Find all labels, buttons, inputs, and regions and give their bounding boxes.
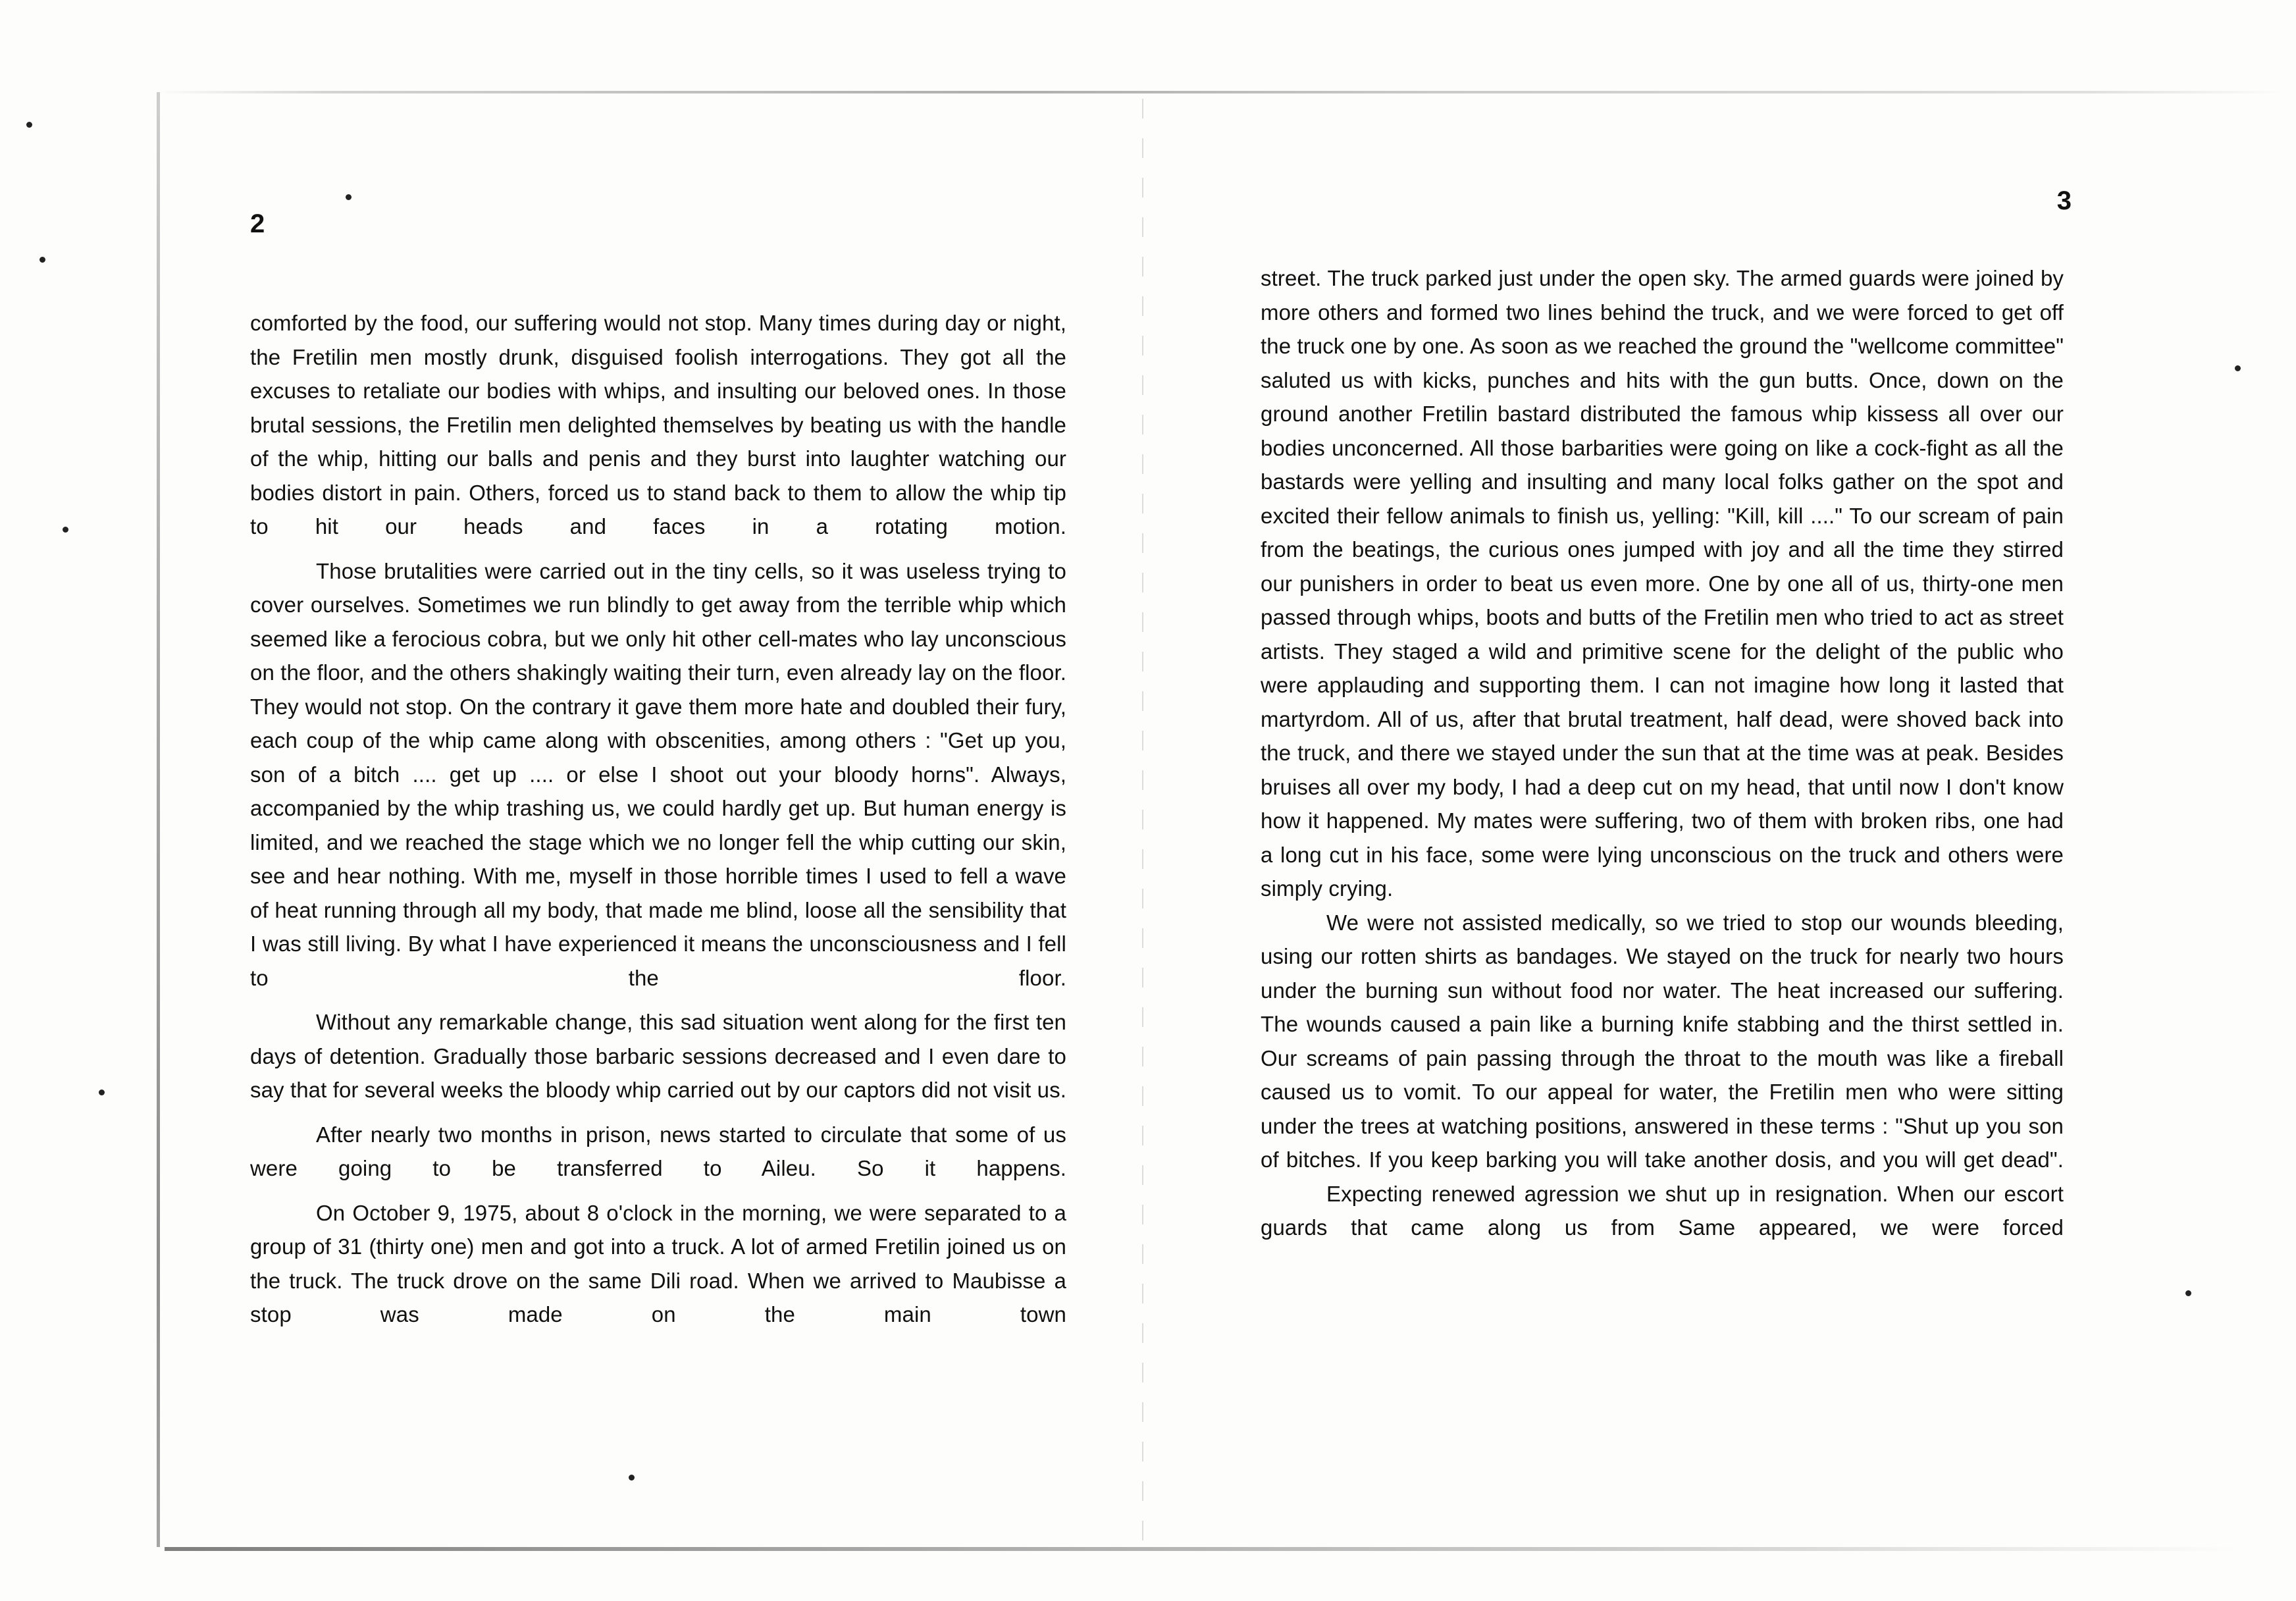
book-gutter	[1142, 99, 1143, 1540]
scan-bottom-edge	[165, 1547, 2238, 1551]
scan-speck	[63, 527, 68, 533]
scan-speck	[346, 194, 352, 200]
scan-speck	[99, 1089, 105, 1095]
scan-left-edge	[157, 92, 160, 1547]
paragraph: street. The truck parked just under the open sky. The armed guards were joined by more others and formed two lines behind the truck, and we were forced to get off the truck one by one. As soon as we reached the ground the "wellcome committee" saluted us with kicks, punches and hits with the gun butts. Once, down on the ground another Fretilin bastard distributed the famous whip kissess all over our bodies unconcerned. All those barbarities were going on like a cock-fight as all the bastards were yelling and insulting and many local folks gather on the spot and excited their fellow animals to finish us, yelling: "Kill, kill ...." To our scream of pain from the beatings, the curious ones jumped with joy and all the time they stirred our punishers in order to beat us even more. One by one all of us, thirty-one men passed through whips, boots and butts of the Fretilin men who tried to act as street artists. They staged a wild and primitive scene for the delight of the public who were applauding and supporting them. I can not imagine how long it lasted that martyrdom. All of us, after that brutal treatment, half dead, were shoved back into the truck, and there we stayed under the sun that at the time was at peak. Besides bruises all over my body, I had a deep cut on my head, that until now I don't know how it happened. My mates were suffering, two of them with broken ribs, one had a long cut in his face, some were lying unconscious on the truck and others were simply crying.	[1261, 266, 2064, 901]
left-page	[250, 211, 1066, 1332]
scan-speck	[629, 1475, 635, 1481]
paragraph: Those brutalities were carried out in the tiny cells, so it was useless trying to cover ourselves. Sometimes we run blindly to get away from the terrible whip which seemed like a ferocious cobra, but we only hit other cell-mates who lay unconscious on the floor, and the others shakingly waiting their turn, even already lay on the floor. They would not stop. On the contrary it gave them more hate and doubled their fury, each coup of the whip came along with obscenities, among others : "Get up you, son of a bitch .... get up .... or else I shoot out your bloody horns". Always, accompanied by the whip trashing us, we could hardly get up. But human energy is limited, and we reached the stage which we no longer fell the whip cutting our skin, see and hear nothing. With me, myself in those horrible times I used to fell a wave of heat running through all my body, that made me blind, loose all the sensibility that I was still living. By what I have experienced it means the unconsciousness and I fell to the floor.	[250, 558, 1066, 990]
paragraph: We were not assisted medically, so we tried to stop our wounds bleeding, using our rotten shirts as bandages. We stayed on the truck for nearly two hours under the burning sun without food nor water. The heat increased our suffering. The wounds caused a pain like a burning knife stabbing and the thirst settled in. Our screams of pain passing through the throat to the mouth was like a fireball caused us to vomit. To our appeal for water, the Fretilin men who were sitting under the trees at watching positions, answered in these terms : "Shut up you son of bitches. If you keep barking you will take another dosis, and you will get dead".	[1261, 910, 2064, 1172]
right-page	[1261, 186, 2072, 1245]
paragraph: Without any remarkable change, this sad situation went along for the first ten days of detention. Gradually those barbaric sessions decreased and I even dare to say that for several weeks the bloody whip carried out by our captors did not visit us.	[250, 1010, 1066, 1102]
paragraph: comforted by the food, our suffering would not stop. Many times during day or night, the Fretilin men mostly drunk, disguised foolish interrogations. They got all the excuses to retaliate our bodies with whips, and insulting our beloved ones. In those brutal sessions, the Fretilin men delighted themselves by beating us with the handle of the whip, hitting our balls and penis and they burst into laughter watching our bodies distort in pain. Others, forced us to stand back to them to allow the whip tip to hit our heads and faces in a rotating motion.	[250, 311, 1066, 538]
paragraph: On October 9, 1975, about 8 o'clock in the morning, we were separated to a group of 31 (thirty one) men and got into a truck. A lot of armed Fretilin joined us on the truck. The truck drove on the same Dili road. When we arrived to Maubisse a stop was made on the main town	[250, 1200, 1066, 1326]
scan-speck	[39, 257, 45, 263]
scan-speck	[26, 122, 32, 128]
scan-speck	[2185, 1290, 2191, 1296]
paragraph: Expecting renewed agression we shut up in resignation. When our escort guards that came along us from Same appeared, we were forced	[1261, 1181, 2064, 1240]
scan-top-edge	[158, 91, 2284, 93]
scan-speck	[2235, 365, 2241, 371]
page-number: 2	[250, 209, 265, 238]
page-number: 3	[2056, 186, 2072, 215]
paragraph: After nearly two months in prison, news started to circulate that some of us were going to be transferred to Aileu. So it happens.	[250, 1122, 1066, 1180]
